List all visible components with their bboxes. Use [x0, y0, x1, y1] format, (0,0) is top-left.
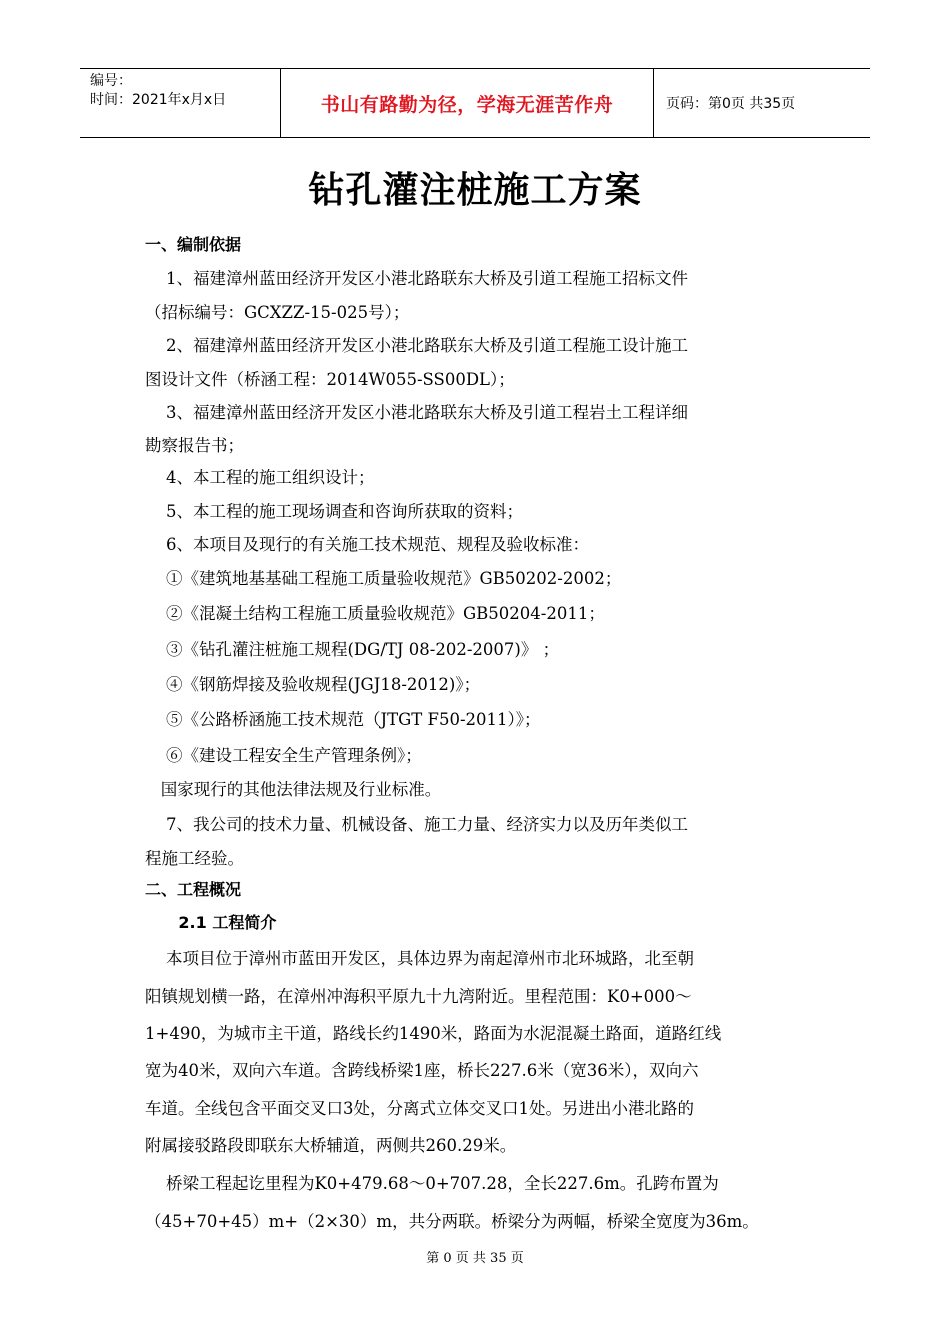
body-line: 本项目位于漳州市蓝田开发区，具体边界为南起漳州市北环城路，北至朝 — [145, 949, 694, 968]
body-line: 阳镇规划横一路，在漳州冲海积平原九十九湾附近。里程范围：K0+000～ — [145, 987, 692, 1006]
body-line: 桥梁工程起讫里程为K0+479.68～0+707.28，全长227.6m。孔跨布置为 — [145, 1174, 719, 1193]
body-line: （招标编号：GCXZZ-15-025号）； — [145, 303, 410, 322]
header-page-info: 页码：第0页 共35页 — [666, 96, 796, 112]
document-title: 钻孔灌注桩施工方案 — [308, 169, 642, 211]
body-line: ③《钻孔灌注桩施工规程(DG/TJ 08-202-2007)》 ； — [145, 640, 560, 659]
body-line: 勘察报告书； — [145, 436, 244, 455]
body-line: 附属接驳路段即联东大桥辅道，两侧共260.29米。 — [145, 1136, 517, 1155]
body-line: ②《混凝土结构工程施工质量验收规范》GB50204-2011； — [145, 604, 605, 623]
body-line: 车道。全线包含平面交叉口3处，分离式立体交叉口1处。另进出小港北路的 — [145, 1099, 694, 1118]
page-header-table — [80, 68, 870, 138]
body-line: ⑥《建设工程安全生产管理条例》； — [145, 746, 422, 765]
body-line: 1+490，为城市主干道，路线长约1490米，路面为水泥混凝土路面，道路红线 — [145, 1024, 722, 1043]
number-label: 编号： — [90, 73, 132, 89]
body-line: 7、我公司的技术力量、机械设备、施工力量、经济实力以及历年类似工 — [145, 815, 688, 834]
body-line: 国家现行的其他法律法规及行业标准。 — [145, 780, 442, 799]
section-heading: 一、编制依据 — [145, 235, 242, 254]
body-line: ④《钢筋焊接及验收规程(JGJ18-2012)》； — [145, 675, 481, 694]
body-line: 4、本工程的施工组织设计； — [145, 468, 375, 487]
body-line: 5、本工程的施工现场调查和咨询所获取的资料； — [145, 502, 523, 521]
header-meta-cell — [80, 69, 281, 137]
time-label: 时间：2021年x月x日 — [90, 92, 227, 108]
body-line: 6、本项目及现行的有关施工技术规范、规程及验收标准： — [145, 535, 589, 554]
body-line: 1、福建漳州蓝田经济开发区小港北路联东大桥及引道工程施工招标文件 — [145, 269, 688, 288]
section-heading: 二、工程概况 — [145, 880, 242, 899]
body-line: 2、福建漳州蓝田经济开发区小港北路联东大桥及引道工程施工设计施工 — [145, 336, 688, 355]
body-line: ⑤《公路桥涵施工技术规范（JTGT F50-2011）》； — [145, 710, 541, 729]
subsection-heading: 2.1 工程简介 — [145, 913, 277, 932]
body-line: 程施工经验。 — [145, 849, 244, 868]
body-line: 3、福建漳州蓝田经济开发区小港北路联东大桥及引道工程岩土工程详细 — [145, 403, 688, 422]
body-line: ①《建筑地基基础工程施工质量验收规范》GB50202-2002； — [145, 569, 622, 588]
page-footer: 第 0 页 共 35 页 — [426, 1251, 524, 1266]
header-motto: 书山有路勤为径，学海无涯苦作舟 — [281, 69, 654, 137]
body-line: （45+70+45）m+（2×30）m，共分两联。桥梁分为两幅，桥梁全宽度为36m。 — [145, 1212, 759, 1231]
body-line: 图设计文件（桥涵工程：2014W055-SS00DL）； — [145, 370, 515, 389]
body-line: 宽为40米，双向六车道。含跨线桥梁1座，桥长227.6米（宽36米），双向六 — [145, 1061, 699, 1080]
